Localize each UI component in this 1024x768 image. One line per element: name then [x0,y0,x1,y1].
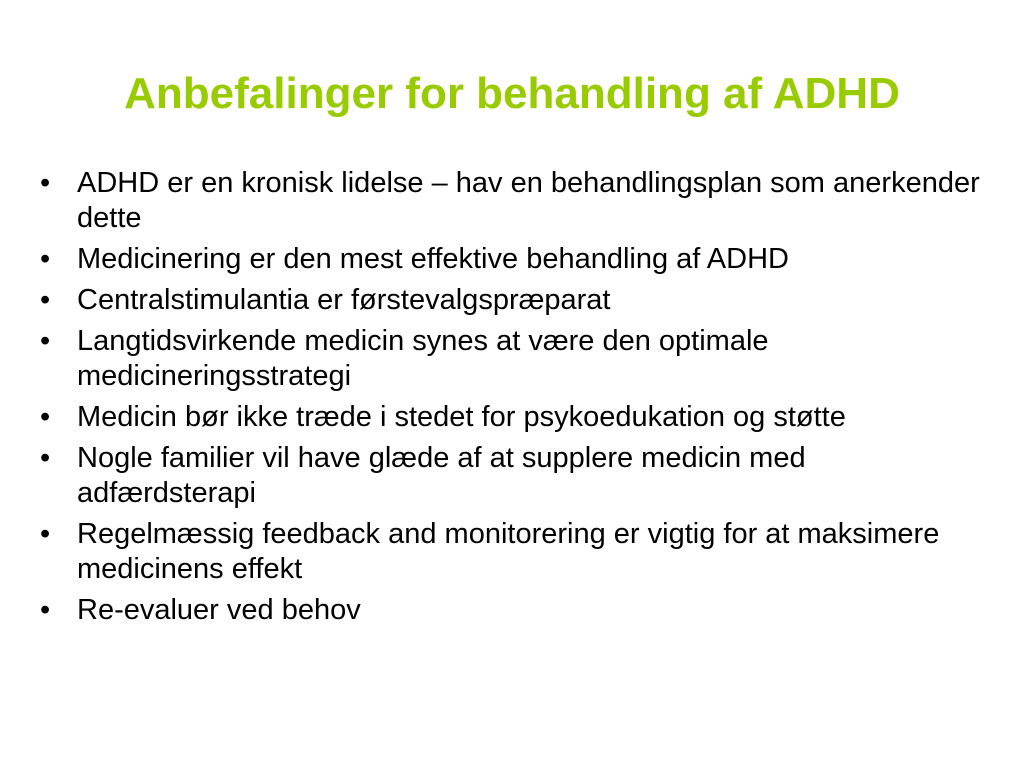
list-item [40,593,990,628]
list-item [40,283,990,318]
bullet-text: Medicin bør ikke træde i stedet for psykoedukation og støtte [77,401,846,433]
list-item [40,166,990,236]
bullet-text: Nogle familier vil have glæde af at supplere medicin med adfærdsterapi [77,442,806,509]
list-item [40,324,990,394]
bullet-list [40,166,990,634]
list-item [40,441,990,511]
bullet-text: Regelmæssig feedback and monitorering er vigtig for at maksimere medicinens effekt [77,518,940,585]
bullet-text: Centralstimulantia er førstevalgspræparat [77,284,611,316]
bullet-marker: • [40,594,51,626]
bullet-marker: • [40,518,51,550]
bullet-marker: • [40,243,51,275]
list-item [40,242,990,277]
bullet-text: Langtidsvirkende medicin synes at være den optimale medicineringsstrategi [77,325,769,392]
bullet-marker: • [40,442,51,474]
bullet-marker: • [40,167,51,199]
list-item [40,400,990,435]
bullet-marker: • [40,284,51,316]
list-item [40,517,990,587]
bullet-marker: • [40,325,51,357]
bullet-text: ADHD er en kronisk lidelse – hav en behandlingsplan som anerkender dette [77,167,980,234]
bullet-text: Medicinering er den mest effektive behandling af ADHD [77,243,789,275]
bullet-text: Re-evaluer ved behov [77,594,361,626]
slide-title: Anbefalinger for behandling af ADHD [124,69,900,118]
bullet-marker: • [40,401,51,433]
